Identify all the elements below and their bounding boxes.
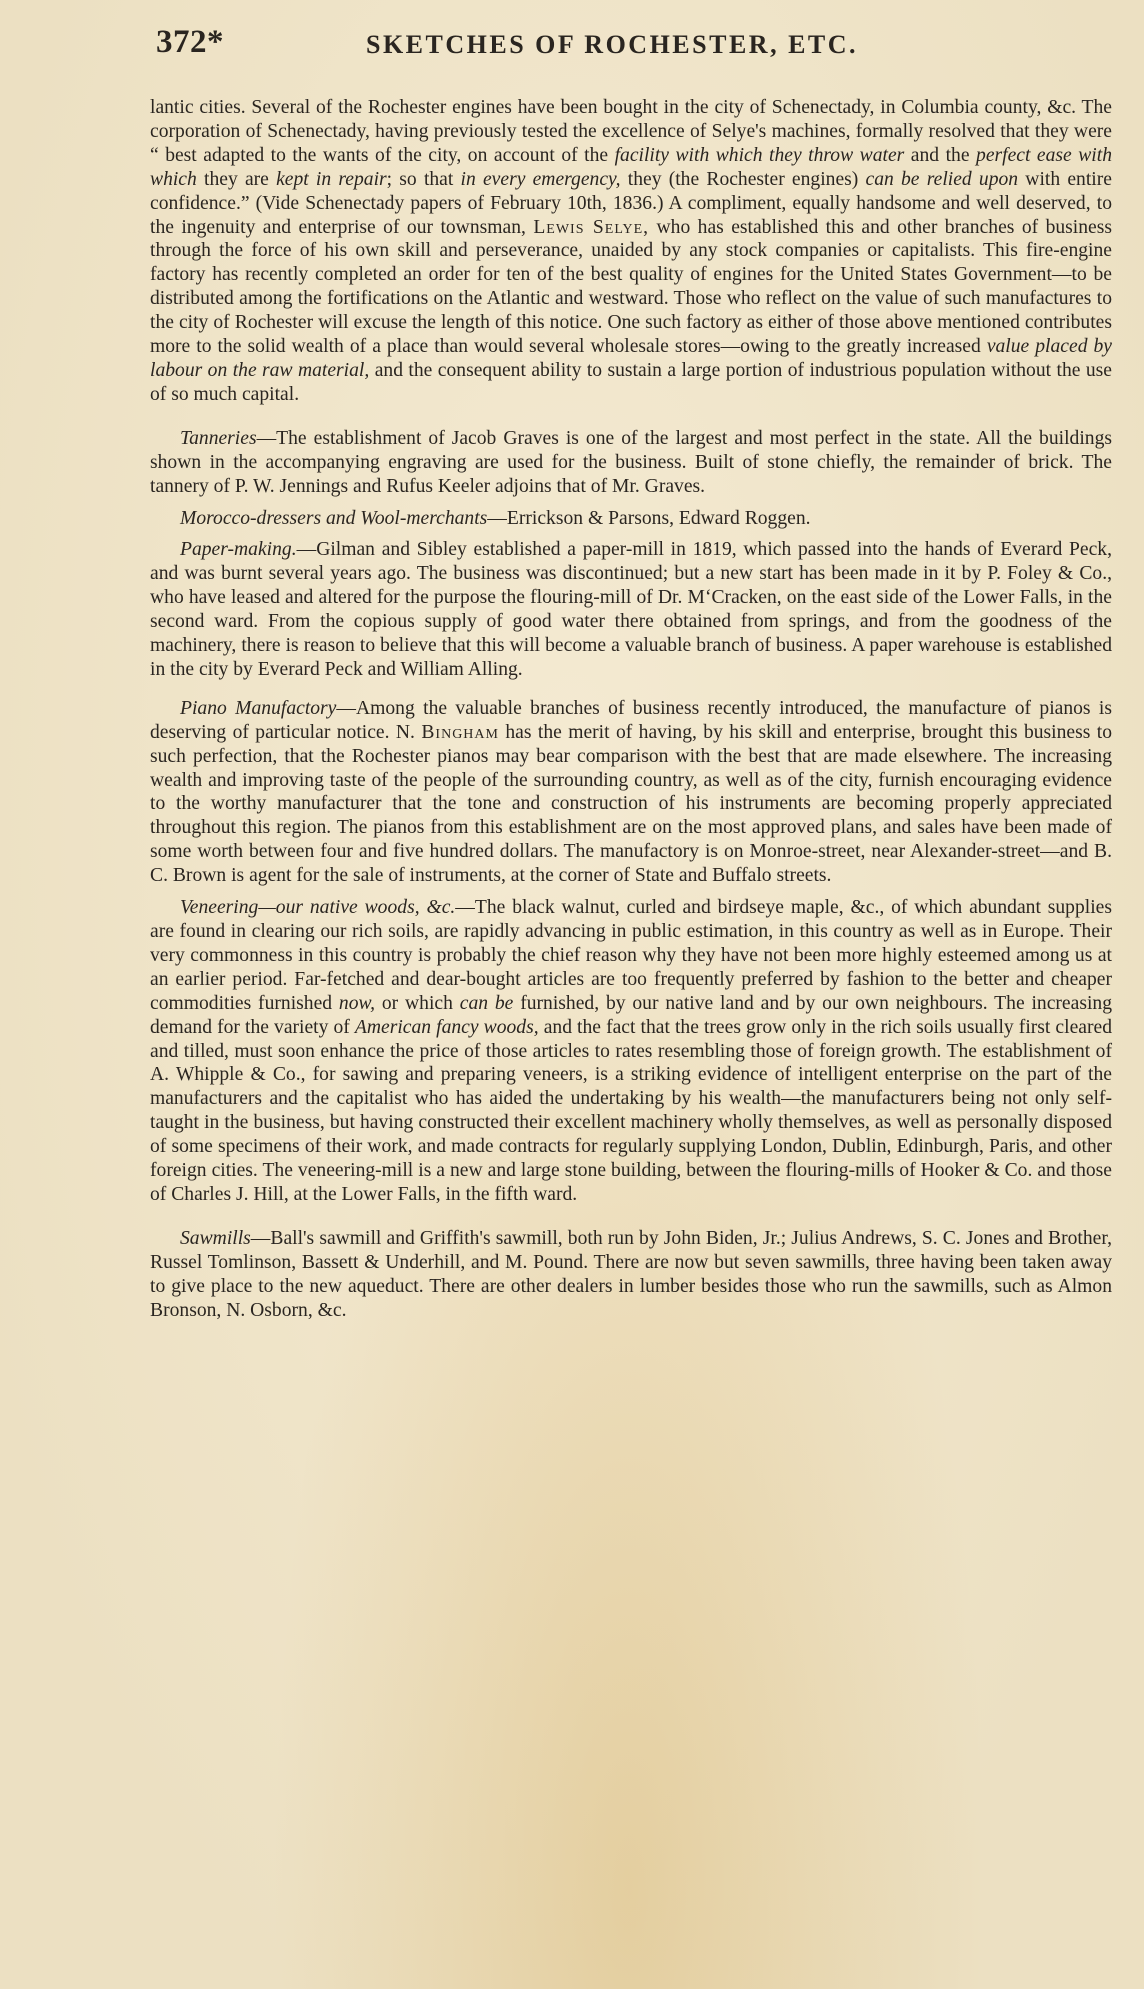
italic-text: in every emergency, <box>460 168 621 190</box>
text: —Gilman and Sibley established a paper-mill in 1819, which passed into the hands of Everard Peck, and was burnt several years ago. The business was discontinued; but a new start has been made in it by P. Foley & Co., who have leased and altered for the purpose the flouring-mill of Dr. M‘Cracken, on the east side of the Lower Falls, in the second ward. From the copious supply of good water there obtained from springs, and from the goodness of the machinery, there is reason to believe that this will become a valuable branch of business. A paper warehouse is established in the city by Everard Peck and William Alling. <box>150 539 1112 680</box>
italic-text: perfect ease with which <box>150 144 1112 190</box>
text: who has established this and other branches of business through the force of his own skill and perseverance, unaided by any stock companies or capitalists. This fire-engine factory has recently completed an order for ten of the best quality of engines for the United States Government—to be distributed among the fortifications on the Atlantic and westward. Those who reflect on the value of such manufactures to the city of Rochester will excuse the length of this notice. One such factory as either of those above mentioned contributes more to the solid wealth of a place than would several wholesale stores—owing to the greatly increased <box>150 216 1112 358</box>
text: —Errickson & Parsons, Edward Roggen. <box>487 507 811 529</box>
small-caps-name: Lewis Selye, <box>533 216 650 238</box>
text: ; so that <box>386 168 461 190</box>
text: and the fact that the trees grow only in the rich soils usually first cleared and tilled, must soon enhance the price of those articles to rates resembling those of foreign growth. The establishment of A. Whipple & Co., for sawing and preparing veneers, is a striking evidence of intelligent enterprise on the part of the manufacturers and the capitalist who has aided the undertaking by his wealth—the manufacturers being not only self-taught in the business, but having constructed their excellent machinery wholly themselves, as well as personally disposed of some specimens of their work, and made contracts for regularly supplying London, Dublin, Edinburgh, Paris, and other foreign cities. The veneering-mill is a new and large stone building, between the flouring-mills of Hooker & Co. and those of Charles J. Hill, at the Lower Falls, in the fifth ward. <box>150 1016 1112 1205</box>
text: they are <box>196 168 277 190</box>
running-title: SKETCHES OF ROCHESTER, ETC. <box>366 30 859 59</box>
paragraph-morocco-dressers <box>150 507 1112 531</box>
italic-text: now, <box>338 992 376 1014</box>
text: furnished, by our native land and by our own neighbours. The increasing demand for the variety of <box>150 992 1112 1038</box>
text: —The establishment of Jacob Graves is one of the largest and most perfect in the state. All the buildings shown in the accompanying engraving are used for the business. Built of stone chiefly, the remainder of brick. The tannery of P. W. Jennings and Rufus Keeler adjoins that of Mr. Graves. <box>150 427 1112 497</box>
text: or which <box>375 992 460 1014</box>
page-body <box>150 96 1112 1323</box>
italic-text: can be <box>459 992 514 1014</box>
paragraph-veneering <box>150 896 1112 1207</box>
italic-text: can be relied upon <box>865 168 1019 190</box>
text: with entire confidence.” (Vide Schenectady papers of February 10th, 1836.) A compliment, equally handsome and well deserved, to the ingenuity and enterprise of our townsman, <box>150 168 1112 238</box>
text: has the merit of having, by his skill and enterprise, brought this business to such perfection, that the Rochester pianos may bear comparison with the best that are made elsewhere. The increasing wealth and improving taste of the people of the surrounding country, as well as of the city, furnish encouraging evidence to the worthy manufacturer that the tone and construction of his instruments are becoming properly appreciated throughout this region. The pianos from this establishment are on the most approved plans, and sales have been made of some worth between four and five hundred dollars. The manufactory is on Monroe-street, near Alexander-street—and B. C. Brown is agent for the sale of instruments, at the corner of State and Buffalo streets. <box>150 721 1113 887</box>
text: and the <box>904 144 977 166</box>
small-caps-name: Bingham <box>421 721 499 743</box>
text: —The black walnut, curled and birdseye maple, &c., of which abundant supplies are found in clearing our rich soils, are rapidly advancing in public estimation, in this country as well as in Europe. Their very commonness in this country is probably the chief reason why they have not been more highly esteemed among us at an earlier period. Far-fetched and dear-bought articles are too frequently preferred by fashion to the better and cheaper commodities furnished <box>150 897 1112 1014</box>
section-heading: Piano Manufactory <box>180 697 337 719</box>
text: lantic cities. Several of the Rochester engines have been bought in the city of Schenectady, in Columbia county, &c. The corporation of Schenectady, having previously tested the excellence of Selye's machines, formally resolved that they were “ best adapted to the wants of the city, on account of the <box>150 97 1112 166</box>
italic-text: facility with which they throw water <box>614 144 905 166</box>
paragraph-paper-making <box>150 538 1112 681</box>
italic-text: value placed by labour on the raw material, <box>150 336 1113 381</box>
text: and the consequent ability to sustain a large portion of industrious population without the use of so much capital. <box>150 359 1112 405</box>
italic-text: American fancy woods, <box>354 1016 539 1038</box>
section-heading: Paper-making. <box>180 539 297 561</box>
text: —Ball's sawmill and Griffith's sawmill, both run by John Biden, Jr.; Julius Andrews, S. C. Jones and Brother, Russel Tomlinson, Bassett & Underhill, and M. Pound. There are now but seven sawmills, three having been taken away to give place to the new aqueduct. There are other dealers in lumber besides those who run the sawmills, such as Almon Bronson, N. Osborn, &c. <box>150 1227 1112 1321</box>
section-heading: Veneering—our native woods, &c. <box>180 897 456 919</box>
paragraph-sawmills <box>150 1227 1112 1323</box>
section-heading: Sawmills <box>180 1227 251 1249</box>
text: —Among the valuable branches of business recently introduced, the manufacture of pianos is deserving of particular notice. N. <box>150 697 1112 743</box>
paragraph-tanneries <box>150 427 1112 499</box>
text: they (the Rochester engines) <box>620 168 866 190</box>
section-heading: Tanneries <box>180 427 257 449</box>
paragraph-fire-engines <box>150 96 1112 407</box>
italic-text: kept in repair <box>276 168 387 190</box>
section-heading: Morocco-dressers and Wool-merchants <box>180 507 488 529</box>
page-header <box>156 24 1036 64</box>
paragraph-piano-manufactory <box>150 697 1112 888</box>
page-number: 372* <box>156 24 224 60</box>
